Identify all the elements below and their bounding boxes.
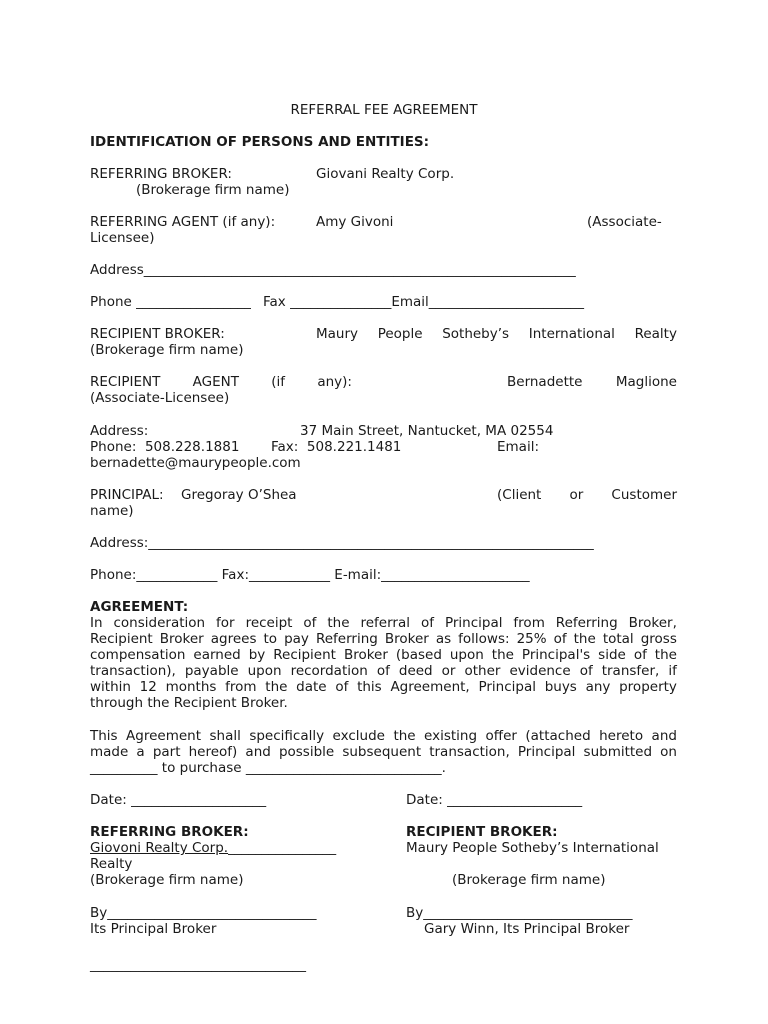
- word: as: [435, 631, 452, 647]
- word: any: [585, 679, 611, 695]
- word: possible: [278, 744, 335, 760]
- word: within: [90, 679, 131, 695]
- recipient-agent-word: AGENT: [192, 374, 239, 390]
- document-title: REFERRAL FEE AGREEMENT: [290, 102, 478, 118]
- recipient-agent-label: [90, 374, 352, 390]
- principal-type-cont: name): [90, 503, 134, 519]
- word: agrees: [210, 631, 257, 647]
- word: Principal's: [521, 647, 591, 663]
- word: specifically: [249, 728, 325, 744]
- word: transaction),: [90, 663, 176, 679]
- word: Recipient: [90, 631, 153, 647]
- recipient-agent-word: any):: [317, 374, 352, 390]
- word: of: [420, 615, 434, 631]
- word: offer: [485, 728, 517, 744]
- word: Broker: [343, 647, 388, 663]
- word: earned: [193, 647, 241, 663]
- recipient-agent-name-word: Bernadette: [507, 374, 583, 390]
- recipient-agent-name-word: Maglione: [615, 374, 677, 390]
- word: date: [296, 679, 327, 695]
- word: if: [668, 663, 677, 679]
- word: hereto: [599, 728, 644, 744]
- principal-address-line: Address:__________________________________________________________________: [90, 535, 594, 551]
- date-left: Date: ____________________: [90, 792, 267, 808]
- word: this: [357, 679, 382, 695]
- agreement-para2-line: __________ to purchase _____________________________.: [90, 760, 446, 776]
- word: Referring: [555, 615, 618, 631]
- referring-phone-line: Phone _________________: [90, 294, 251, 310]
- word: from: [513, 615, 545, 631]
- word: Principal: [517, 744, 576, 760]
- date-right: Date: ____________________: [406, 792, 583, 808]
- word: Broker: [384, 631, 429, 647]
- word: submitted: [583, 744, 653, 760]
- word: compensation: [90, 647, 186, 663]
- recipient-email-label: Email:: [497, 439, 540, 455]
- word: of: [553, 631, 567, 647]
- sig-referring-firm-blank: ________________: [228, 840, 337, 856]
- referring-broker-sublabel: (Brokerage firm name): [136, 182, 290, 198]
- word: of: [376, 663, 390, 679]
- principal-value: Gregoray O’Shea: [181, 487, 297, 503]
- word: made: [90, 744, 129, 760]
- sig-referring-heading: REFERRING BROKER:: [90, 824, 249, 840]
- referring-agent-type: (Associate-: [587, 214, 662, 230]
- word: the: [654, 647, 677, 663]
- word: the: [265, 679, 288, 695]
- recipient-agent-value: [507, 374, 677, 390]
- agreement-para1-line: through the Recipient Broker.: [90, 695, 288, 711]
- recipient-fax: Fax: 508.221.1481: [271, 439, 402, 455]
- word: by: [248, 647, 266, 663]
- word: of: [335, 679, 349, 695]
- word: In: [90, 615, 103, 631]
- word: Principal: [444, 615, 503, 631]
- word: the: [491, 647, 514, 663]
- agreement-para1-line: [90, 615, 677, 631]
- word: deed: [398, 663, 433, 679]
- principal-type-word: Customer: [611, 487, 677, 503]
- word: a: [136, 744, 145, 760]
- agreement-para2-line: [90, 744, 677, 760]
- word: Referring: [315, 631, 378, 647]
- referring-agent-label: REFERRING AGENT (if any):: [90, 214, 276, 230]
- word: transfer,: [601, 663, 660, 679]
- word: of: [633, 647, 647, 663]
- word: for: [216, 615, 235, 631]
- word: total: [602, 631, 634, 647]
- word: Broker: [159, 631, 204, 647]
- word: hereof): [188, 744, 238, 760]
- agreement-para2-line: [90, 728, 677, 744]
- recipient-address-value: 37 Main Street, Nantucket, MA 02554: [300, 423, 554, 439]
- recipient-email-value: bernadette@maurypeople.com: [90, 455, 301, 471]
- referring-broker-label: REFERRING BROKER:: [90, 166, 232, 182]
- agreement-para1-line: [90, 631, 677, 647]
- word: and: [245, 744, 271, 760]
- recipient-broker-value: [316, 326, 677, 342]
- recipient-agent-word: RECIPIENT: [90, 374, 161, 390]
- referring-broker-value: Giovani Realty Corp.: [316, 166, 455, 182]
- word: Recipient: [273, 647, 336, 663]
- sig-recipient-sublabel: (Brokerage firm name): [452, 872, 606, 888]
- agreement-para1-line: [90, 647, 677, 663]
- word: follows:: [458, 631, 510, 647]
- agreement-para1-line: [90, 679, 677, 695]
- word: upon: [247, 663, 282, 679]
- word: exclude: [332, 728, 385, 744]
- agreement-heading: AGREEMENT:: [90, 599, 189, 615]
- word: (based: [395, 647, 442, 663]
- word: other: [464, 663, 501, 679]
- recipient-agent-word: (if: [271, 374, 286, 390]
- sig-recipient-heading: RECIPIENT BROKER:: [406, 824, 558, 840]
- referring-agent-value: Amy Givoni: [316, 214, 394, 230]
- sig-recipient-by-line: By_______________________________: [406, 905, 633, 921]
- sig-referring-role: Its Principal Broker: [90, 921, 217, 937]
- word: Principal: [478, 679, 536, 695]
- sig-referring-sublabel: (Brokerage firm name): [90, 872, 244, 888]
- recipient-broker-word: Realty: [634, 326, 677, 342]
- principal-contact-line: Phone:____________ Fax:____________ E-mail:______________________: [90, 567, 530, 583]
- word: 25%: [516, 631, 547, 647]
- principal-label: PRINCIPAL:: [90, 487, 164, 503]
- word: the: [573, 631, 596, 647]
- word: This: [90, 728, 118, 744]
- word: upon: [449, 647, 484, 663]
- recipient-broker-word: Sotheby’s: [442, 326, 510, 342]
- word: consideration: [113, 615, 206, 631]
- word: Agreement: [126, 728, 202, 744]
- referring-fax-email-line: Fax _______________Email_______________________: [263, 294, 585, 310]
- agreement-para1-line: [90, 663, 677, 679]
- recipient-broker-label: RECIPIENT BROKER:: [90, 326, 225, 342]
- referring-agent-type-cont: Licensee): [90, 230, 155, 246]
- identification-heading: IDENTIFICATION OF PERSONS AND ENTITIES:: [90, 134, 430, 150]
- word: the: [327, 615, 350, 631]
- word: side: [598, 647, 626, 663]
- recipient-broker-sublabel: (Brokerage firm name): [90, 342, 244, 358]
- word: shall: [209, 728, 241, 744]
- word: pay: [284, 631, 309, 647]
- sig-referring-by-line: By_______________________________: [90, 905, 317, 921]
- word: on: [660, 744, 677, 760]
- word: of: [579, 663, 593, 679]
- word: transaction,: [429, 744, 510, 760]
- principal-type-word: (Client: [497, 487, 542, 503]
- word: recordation: [290, 663, 368, 679]
- word: Broker,: [628, 615, 677, 631]
- word: (attached: [525, 728, 591, 744]
- sig-referring-firm-name: Giovoni Realty Corp.: [90, 840, 229, 856]
- sig-referring-firm: [90, 840, 336, 856]
- word: existing: [424, 728, 478, 744]
- sig-recipient-firm: Maury People Sotheby’s International: [406, 840, 659, 856]
- word: months: [165, 679, 217, 695]
- word: Agreement,: [390, 679, 470, 695]
- recipient-phone: Phone: 508.228.1881: [90, 439, 240, 455]
- recipient-agent-sublabel: (Associate-Licensee): [90, 390, 230, 406]
- word: property: [619, 679, 677, 695]
- word: or: [441, 663, 456, 679]
- word: receipt: [245, 615, 293, 631]
- word: the: [393, 728, 416, 744]
- word: part: [152, 744, 181, 760]
- recipient-address-label: Address:: [90, 423, 149, 439]
- word: buys: [544, 679, 577, 695]
- word: to: [263, 631, 278, 647]
- recipient-broker-word: Maury: [316, 326, 359, 342]
- sig-recipient-role: Gary Winn, Its Principal Broker: [424, 921, 630, 937]
- recipient-broker-word: People: [377, 326, 423, 342]
- recipient-broker-word: International: [528, 326, 615, 342]
- principal-type-word: or: [569, 487, 584, 503]
- sig-referring-firm-wrap: Realty: [90, 856, 133, 872]
- word: gross: [640, 631, 677, 647]
- word: referral: [360, 615, 411, 631]
- referring-address-line: Address________________________________________________________________: [90, 262, 576, 278]
- sig-extra-line: ________________________________: [90, 957, 306, 973]
- principal-type: [497, 487, 677, 503]
- word: subsequent: [342, 744, 422, 760]
- word: of: [303, 615, 317, 631]
- word: payable: [184, 663, 239, 679]
- word: 12: [139, 679, 157, 695]
- word: and: [651, 728, 677, 744]
- word: evidence: [509, 663, 571, 679]
- word: from: [225, 679, 257, 695]
